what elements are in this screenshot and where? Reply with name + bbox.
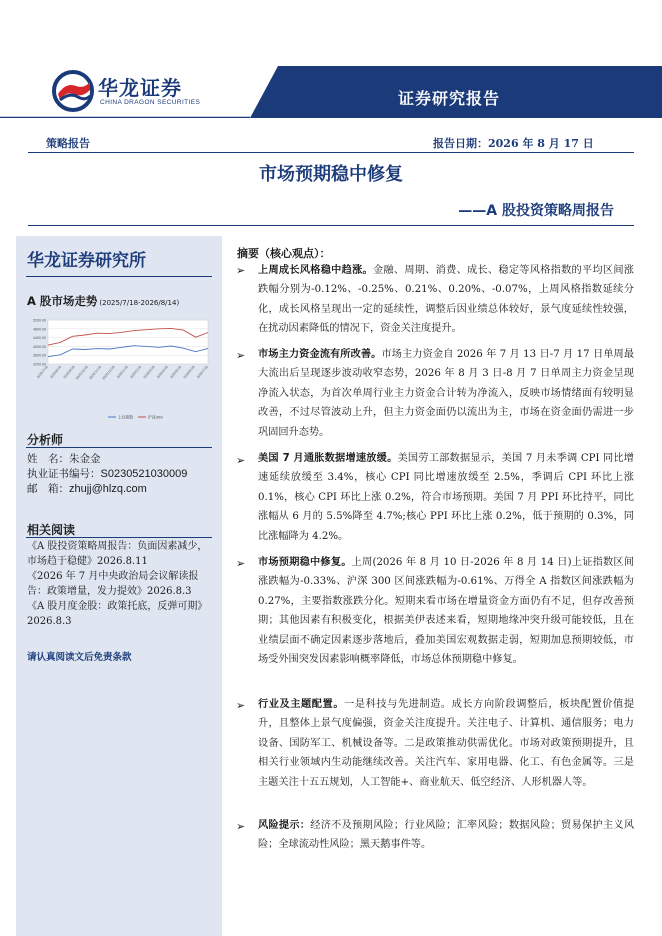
chart-x-tick-label: 2025/10/18 (74, 365, 89, 381)
title-divider (28, 225, 634, 226)
section-paragraph (258, 261, 634, 339)
chart-x-tick-label: 2025/8/18 (49, 365, 63, 380)
chart-y-tick-label: 5200.00 (33, 318, 46, 323)
chart-legend-label: 上证指数 (118, 414, 134, 420)
section-lead: 上周成长风格稳中趋涨。 (258, 265, 373, 276)
header-banner (0, 66, 662, 118)
chart-plot-area (48, 320, 208, 364)
related-item[interactable]: 《A 股投资策略周报告：负面因素减少，市场趋于稳健》2026.8.11 (27, 541, 208, 567)
institute-name: 华龙证券研究所 (27, 251, 146, 271)
report-type: 策略报告 (46, 137, 90, 150)
banner-title: 证券研究报告 (398, 89, 501, 108)
section-text: 一是科技与先进制造。成长方向阶段调整后，板块配置价值提升，且整体上景气度偏强，资金关注度提升。关注电子、计算机、通信服务；电力设备、国防军工、机械设备等。二是政策推动供需优化。市场对政策预期提升，且相关行业领域内生动能继续改善。关注汽车、家用电器、化工、有色金属等。三是主题关注十五五规划，人工智能+、商业航天、低空经济、人形机器人等。 (258, 699, 635, 788)
header-divider (28, 152, 634, 153)
logo-name-en: CHINA DRAGON SECURITIES (100, 99, 201, 106)
logo-name-cn: 华龙证券 (98, 76, 182, 100)
disclaimer-note: 请认真阅读文后免责条款 (27, 652, 132, 663)
chart-y-tick-label: 4800.00 (33, 327, 46, 332)
section-text: 上周(2026 年 8 月 10 日-2026 年 8 月 14 日)上证指数区间涨跌幅为-0.33%、沪深 300 区间涨跌幅为-0.61%、万得全 A 指数区间涨跌幅为 0.27%，主要指数涨跌分化。短期来看市场在增量资金方面仍有不足，但存改善预期；其他因素有积极变化，根据美伊表述来看，短期地缘冲突升级可能较低，且在业绩层面不确定因素逐步落地后，叠加美国宏观数据走弱，短期加息预期较低，市场受外围突发因素影响概率降低，市场总体预期稳中修复。 (258, 557, 635, 666)
section-lead: 行业及主题配置。 (258, 699, 345, 710)
section-lead: 市场主力资金流有所改善。 (258, 349, 382, 360)
section-text: 市场主力资金自 2026 年 7 月 13 日-7 月 17 日单周最大流出后呈现逐步波动收窄态势，2026 年 8 月 3 日-8 月 7 日单周主力资金呈现净流入状态，为首次单周行业主力资金合计转为净流入，反映市场情绪面有较明显改善，不过尽管波动上升，但主力资金面仍以流出为主，市场在资金面仍需进一步巩固回升态势。 (258, 349, 635, 438)
related-heading: 相关阅读 (27, 523, 76, 537)
arrow-bullet-icon: ➢ (236, 454, 246, 467)
analyst-cert (27, 466, 187, 481)
chart-x-tick-label: 2025/11/18 (88, 365, 103, 381)
cert-label: 执业证书编号： (27, 468, 101, 480)
chart-x-tick-label: 2025/7/18 (35, 365, 49, 380)
section-paragraph (258, 553, 634, 669)
email-label: 邮 箱： (27, 483, 69, 495)
market-trend-range: (2025/7/18-2026/8/14) (99, 299, 180, 307)
chart-x-tick-label: 2026/2/18 (129, 365, 143, 380)
section-text: 美国劳工部数据显示，美国 7 月未季调 CPI 同比增速延续放缓至 3.4%，核心 CPI 同比增速放缓至 2.5%，季调后 CPI 环比上涨 0.1%，核心 CPI 环比上涨 0.2%，符合市场预期。美国 7 月 PPI 环比持平，同比涨幅从 6 月的 5.5%降至 4.7%;核心 PPI 环比上涨 0.2%，低于预期的 0.3%，同比涨幅降为 4.2%。 (258, 453, 634, 542)
market-trend-title (27, 293, 179, 309)
arrow-bullet-icon: ➢ (236, 820, 246, 833)
analyst-name: 姓 名：朱金金 (27, 453, 101, 465)
related-item[interactable]: 《2026 年 7 月中央政治局会议解读报告：政策增量，发力提效》2026.8.3 (27, 571, 199, 597)
section-paragraph (258, 695, 634, 792)
email-link[interactable]: zhujj@hlzq.com (69, 483, 147, 495)
related-divider (26, 537, 212, 538)
arrow-bullet-icon: ➢ (236, 349, 246, 362)
chart-x-tick-label: 2025/9/18 (62, 365, 76, 380)
abstract-heading: 摘要（核心观点）： (237, 247, 331, 260)
chart-y-tick-label: 3600.00 (33, 353, 46, 358)
chart-y-tick-label: 4000.00 (33, 344, 46, 349)
market-trend-chart (26, 314, 214, 432)
chart-x-tick-label: 2026/1/18 (115, 365, 129, 380)
section-paragraph (258, 449, 634, 546)
related-item[interactable]: 《A 股月度金股：政策托底，反弹可期》2026.8.3 (27, 601, 208, 627)
report-date: 报告日期：2026 年 8 月 17 日 (433, 137, 594, 150)
arrow-bullet-icon: ➢ (236, 699, 246, 712)
chart-y-tick-label: 3200.00 (33, 362, 46, 367)
section-lead: 市场预期稳中修复。 (258, 557, 352, 568)
arrow-bullet-icon: ➢ (236, 557, 246, 570)
institute-divider (26, 276, 212, 277)
section-text: 金融、周期、消费、成长、稳定等风格指数的平均区间涨跌幅分别为-0.12%、-0.25%、0.21%、0.20%、-0.07%，上周风格指数延续分化，成长风格呈现出一定的延续性，调整后因业绩总体较好，景气度延续性较强，在扰动因素降低的情况下，资金关注度提升。 (258, 265, 634, 335)
chart-x-tick-label: 2026/4/18 (155, 365, 169, 380)
section-paragraph (258, 345, 634, 442)
chart-x-tick-label: 2026/3/18 (142, 365, 156, 380)
section-paragraph (258, 816, 634, 855)
chart-x-tick-label: 2026/6/18 (182, 365, 196, 380)
analyst-heading: 分析师 (27, 433, 64, 447)
page-title: 市场预期稳中修复 (259, 164, 403, 185)
analyst-divider (26, 447, 212, 448)
analyst-email (27, 481, 147, 496)
chart-y-tick-label: 4400.00 (33, 336, 46, 341)
section-text: 经济不及预期风险；行业风险；汇率风险；数据风险；贸易保护主义风险；全球流动性风险；黑天鹅事件等。 (258, 820, 635, 851)
chart-legend-label: 沪深300 (148, 414, 163, 420)
section-lead: 美国 7 月通胀数据增速放缓。 (258, 453, 398, 464)
page-subtitle: ——A 股投资策略周报告 (458, 203, 614, 219)
market-trend-label: A 股市场走势 (27, 294, 98, 308)
chart-x-tick-label: 2026/7/18 (195, 365, 209, 380)
chart-x-tick-label: 2025/12/18 (101, 365, 116, 381)
cert-number: S0230521030009 (100, 468, 188, 480)
chart-x-tick-label: 2026/5/18 (169, 365, 183, 380)
arrow-bullet-icon: ➢ (236, 264, 246, 277)
section-lead: 风险提示： (258, 820, 311, 831)
